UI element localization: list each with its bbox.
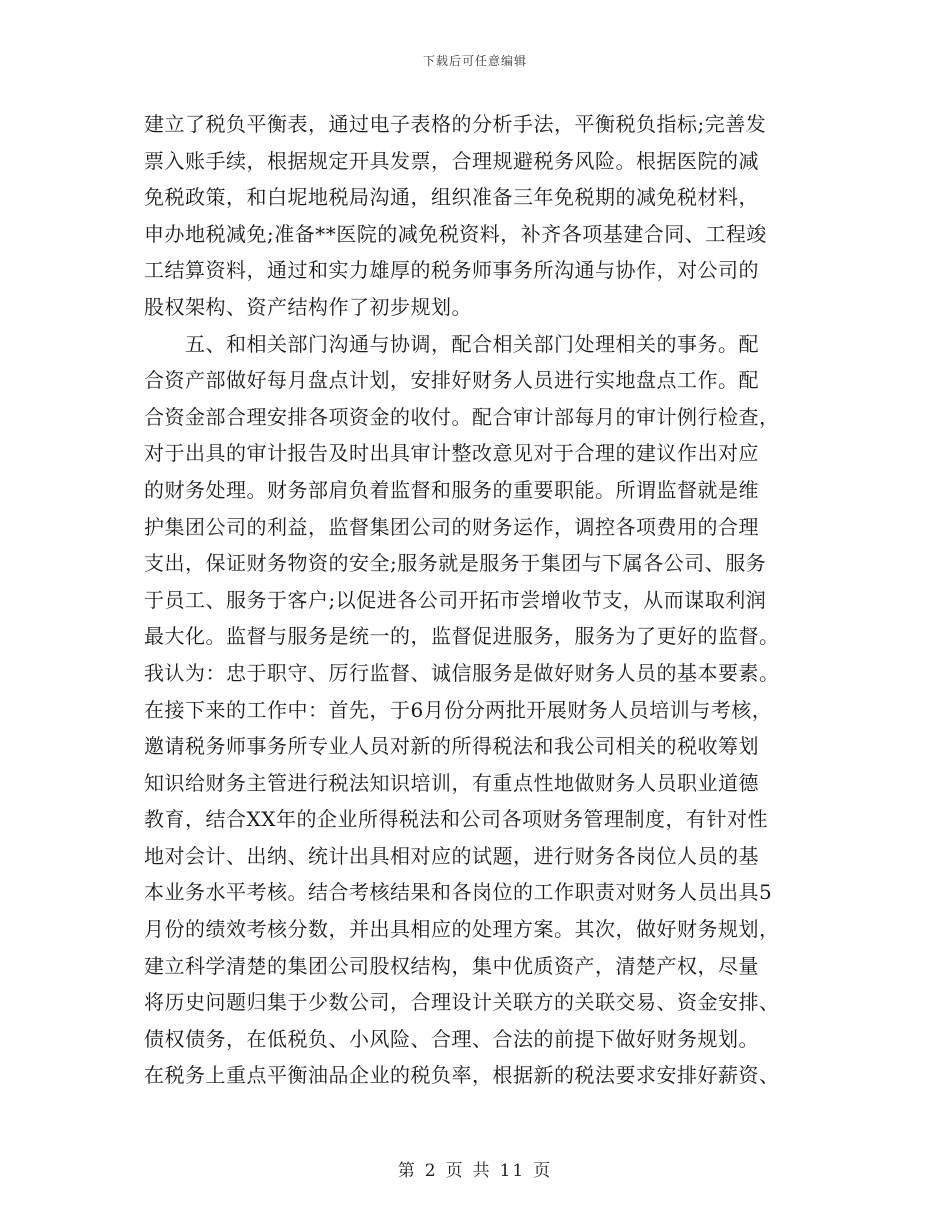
- footer-label-total: 共: [472, 1161, 492, 1181]
- body-line-18: 邀请税务师事务所专业人员对新的所得税法和我公司相关的税收筹划: [144, 734, 759, 759]
- body-line-6: 股权架构、资产结构作了初步规划。: [144, 294, 472, 319]
- body-line-15: 最大化。监督与服务是统一的，监督促进服务，服务为了更好的监督。: [144, 624, 780, 649]
- body-line-26: 债权债务，在低税负、小风险、合理、合法的前提下做好财务规划。: [144, 1026, 759, 1051]
- body-line-17: 在接下来的工作中：首先，于6月份分两批开展财务人员培训与考核，: [144, 697, 773, 722]
- footer-label-page: 第: [397, 1161, 417, 1181]
- body-line-13: 支出，保证财务物资的安全;服务就是服务于集团与下属各公司、服务: [144, 551, 767, 576]
- body-line-11: 的财务处理。财务部肩负着监督和服务的重要职能。所谓监督就是维: [144, 477, 759, 502]
- body-line-2: 票入账手续，根据规定开具发票，合理规避税务风险。根据医院的减: [144, 148, 759, 173]
- body-line-19: 知识给财务主管进行税法知识培训，有重点性地做财务人员职业道德: [144, 770, 759, 795]
- footer-label-unit2: 页: [533, 1161, 553, 1181]
- body-line-3: 免税政策，和白坭地税局沟通，组织准备三年免税期的减免税材料，: [144, 185, 759, 210]
- body-line-8: 合资产部做好每月盘点计划，安排好财务人员进行实地盘点工作。配: [144, 368, 759, 393]
- footer-total-pages: 11: [499, 1161, 526, 1181]
- body-line-1: 建立了税负平衡表，通过电子表格的分析手法，平衡税负指标;完善发: [144, 112, 767, 136]
- footer-current-page: 2: [424, 1161, 438, 1181]
- body-line-12: 护集团公司的利益，监督集团公司的财务运作，调控各项费用的合理: [144, 514, 759, 539]
- body-line-4: 申办地税减免;准备**医院的减免税资料，补齐各项基建合同、工程竣: [144, 221, 767, 246]
- body-line-9: 合资金部合理安排各项资金的收付。配合审计部每月的审计例行检查，: [144, 404, 780, 429]
- body-line-16: 我认为：忠于职守、厉行监督、诚信服务是做好财务人员的基本要素。: [144, 660, 780, 685]
- body-line-14: 于员工、服务于客户;以促进各公司开拓市尝增收节支，从而谋取利润: [144, 587, 767, 612]
- body-line-7: 五、和相关部门沟通与协调，配合相关部门处理相关的事务。配: [144, 331, 759, 356]
- body-line-25: 将历史问题归集于少数公司，合理设计关联方的关联交易、资金安排、: [144, 990, 780, 1015]
- header-note: 下载后可任意编辑: [422, 54, 527, 68]
- body-line-22: 本业务水平考核。结合考核结果和各岗位的工作职责对财务人员出具5: [144, 880, 773, 905]
- document-body: [144, 106, 812, 1094]
- body-line-21: 地对会计、出纳、统计出具相对应的试题，进行财务各岗位人员的基: [144, 843, 759, 868]
- footer-label-unit1: 页: [445, 1161, 465, 1181]
- body-line-24: 建立科学清楚的集团公司股权结构，集中优质资产，清楚产权，尽量: [144, 953, 759, 978]
- body-line-20: 教育，结合XX年的企业所得税法和公司各项财务管理制度，有针对性: [144, 807, 768, 832]
- body-line-5: 工结算资料，通过和实力雄厚的税务师事务所沟通与协作，对公司的: [144, 258, 759, 283]
- body-line-23: 月份的绩效考核分数，并出具相应的处理方案。其次，做好财务规划，: [144, 917, 780, 942]
- page-footer: [0, 1156, 950, 1181]
- body-line-27: 在税务上重点平衡油品企业的税负率，根据新的税法要求安排好薪资、: [144, 1063, 780, 1088]
- body-line-10: 对于出具的审计报告及时出具审计整改意见对于合理的建议作出对应: [144, 441, 759, 466]
